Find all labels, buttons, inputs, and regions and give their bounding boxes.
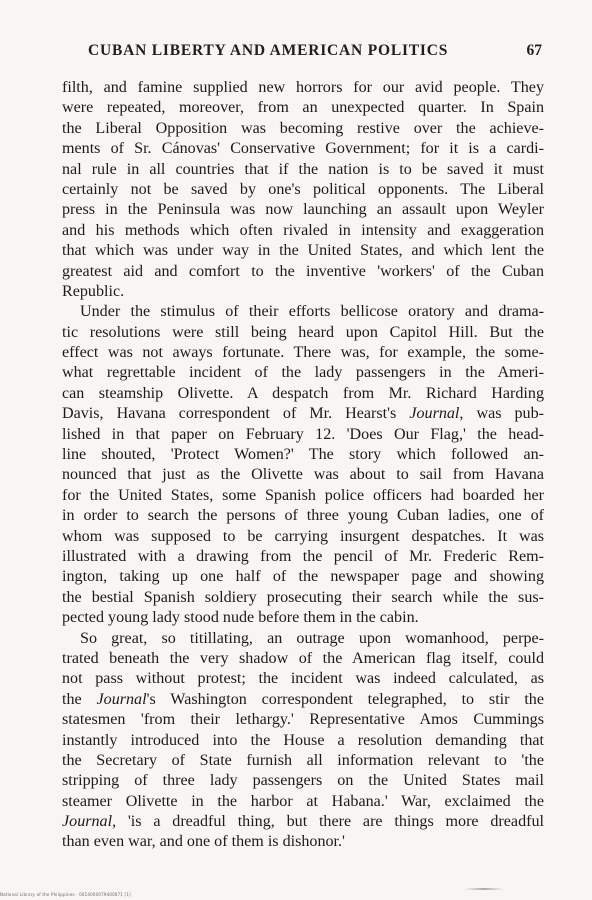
text-line: the Liberal Opposition was becoming restive over the achieve-: [62, 119, 544, 137]
scan-mark: [464, 888, 504, 890]
text-line: the Journal's Washington correspondent telegraphed, to stir the: [62, 690, 544, 708]
text-line: instantly introduced into the House a resolution demanding that: [62, 731, 544, 749]
text-line: illustrated with a drawing from the pencil of Mr. Frederic Rem-: [62, 547, 544, 565]
text-line: Republic.: [62, 282, 125, 300]
scan-footer-note: National Library of the Philippines · 0014000079400071 [1]: [0, 892, 131, 897]
text-line: lished in that paper on February 12. 'Does Our Flag,' the head-: [62, 425, 544, 443]
text-line: ments of Sr. Cánovas' Conservative Government; for it is a cardi-: [62, 140, 544, 158]
text-line: and his methods which often rivaled in intensity and exaggeration: [62, 221, 544, 239]
text-line: the bestial Spanish soldiery prosecuting their search while the sus-: [62, 588, 544, 606]
text-line: trated beneath the very shadow of the American flag itself, could: [62, 649, 544, 667]
text-line: the Secretary of State furnish all information relevant to 'the: [62, 751, 544, 769]
text-line: stripping of three lady passengers on the United States mail: [62, 772, 544, 790]
text-line: Under the stimulus of their efforts bellicose oratory and drama-: [80, 303, 544, 321]
journal-title: Journal: [62, 813, 113, 831]
text-line: tic resolutions were still being heard upon Capitol Hill. But the: [62, 323, 544, 341]
body-text: [62, 78, 544, 853]
text-line: in order to search the persons of three young Cuban ladies, one of: [62, 507, 544, 525]
text-line: certainly not be saved by one's political opponents. The Liberal: [62, 180, 544, 198]
text-line: that which was under way in the United States, and which lent the: [62, 242, 544, 260]
text-line: line shouted, 'Protect Women?' The story which followed an-: [62, 446, 544, 464]
text-line: what regrettable incident of the lady passengers in the Ameri-: [62, 364, 544, 382]
text-line: press in the Peninsula was now launching an assault upon Weyler: [62, 201, 544, 219]
page-number: 67: [526, 42, 542, 59]
text-line: greatest aid and comfort to the inventive 'workers' of the Cuban: [62, 262, 544, 280]
text-line: statesmen 'from their lethargy.' Representative Amos Cummings: [62, 711, 544, 729]
text-line: effect was not aways fortunate. There was, for example, the some-: [62, 344, 544, 362]
text-line: nal rule in all countries that if the nation is to be saved it must: [62, 160, 544, 178]
text-line: not pass without protest; the incident was indeed calculated, as: [62, 670, 544, 688]
text-line: nounced that just as the Olivette was about to sail from Havana: [62, 466, 544, 484]
text-line: Journal, 'is a dreadful thing, but there are things more dreadful: [62, 813, 544, 831]
text-line: were repeated, moreover, from an unexpected quarter. In Spain: [62, 99, 544, 117]
paragraph-1: [62, 78, 544, 302]
text-line: steamer Olivette in the harbor at Habana.' War, exclaimed the: [62, 792, 544, 810]
journal-title: Journal: [409, 405, 460, 423]
text-line: ington, taking up one half of the newspaper page and showing: [62, 568, 544, 586]
journal-title: Journal: [96, 690, 147, 708]
paragraph-3: [62, 629, 544, 853]
text-line: can steamship Olivette. A despatch from Mr. Richard Harding: [62, 384, 544, 402]
paragraph-2: [62, 302, 544, 628]
text-line: filth, and famine supplied new horrors for our avid people. They: [62, 79, 544, 96]
text-line: whom was supposed to be carrying insurgent despatches. It was: [62, 527, 544, 545]
text-line: Davis, Havana correspondent of Mr. Hearst's Journal, was pub-: [62, 405, 544, 423]
text-line: So great, so titillating, an outrage upon womanhood, perpe-: [80, 629, 544, 647]
text-line: than even war, and one of them is dishonor.': [62, 833, 345, 851]
text-line: for the United States, some Spanish police officers had boarded her: [62, 486, 544, 504]
running-title: CUBAN LIBERTY AND AMERICAN POLITICS: [88, 42, 449, 59]
text-line: pected young lady stood nude before them in the cabin.: [62, 609, 419, 627]
running-head: [78, 42, 542, 64]
